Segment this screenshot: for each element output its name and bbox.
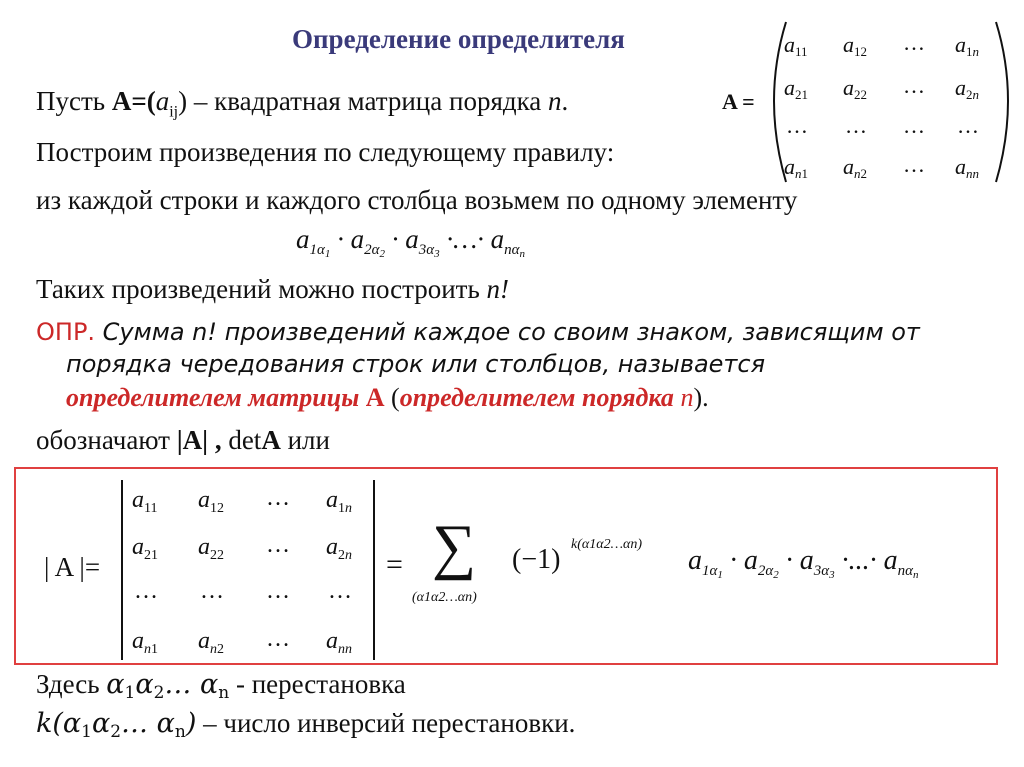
matrix-cell: … (903, 113, 925, 138)
line-build-products: Построим произведения по следующему правилу: (36, 137, 615, 167)
matrix-cell: … (903, 30, 925, 55)
definition-label: ОПР. (36, 318, 96, 346)
matrix-cell: … (786, 113, 808, 138)
product-formula: $a_{1\alpha_1} \cdot a_{2\alpha_2} \cdot a_{3\alpha_3}$ ·…· $a_{n\alpha_n}$ (296, 224, 526, 260)
line-denote: обозначают |A| , detA или (36, 425, 330, 455)
definition-line-3: определителем матрицы A (определителем порядка n). (66, 383, 709, 412)
matrix-cell: $a_{n1}$ (784, 154, 808, 181)
det-cell: … (266, 485, 290, 511)
inversion-math: $k(\alpha_1\alpha_2\dots$ $\alpha_n$) (36, 708, 197, 742)
matrix-cell: … (903, 73, 925, 98)
matrix-cell: … (845, 113, 867, 138)
det-lhs: | A |= (44, 552, 101, 582)
det-cell: … (266, 532, 290, 558)
matrix-cell: $a_{2n}$ (955, 75, 979, 102)
equals-sign: = (386, 548, 403, 581)
line-let-matrix: Пусть $A=(a_{ij})$ – квадратная матрица порядка n. (36, 86, 569, 121)
line-count-products: Таких произведений можно построить n! (36, 274, 510, 304)
det-cell: $a_{22}$ (198, 534, 224, 563)
det-cell: $a_{2n}$ (326, 534, 352, 563)
line-take-element: из каждой строки и каждого столбца возьмем по одному элементу (36, 185, 798, 215)
sign-exponent: k(α1α2…αn) (571, 537, 643, 552)
det-cell: … (266, 626, 290, 652)
det-cell: $a_{11}$ (132, 487, 158, 516)
det-cell: … (328, 578, 352, 604)
det-cell: … (134, 578, 158, 604)
matrix-cell: … (903, 152, 925, 177)
definition-line-2: порядка чередования строк или столбцов, называется (66, 350, 766, 378)
matrix-cell: $a_{1n}$ (955, 32, 979, 59)
definition-line-1: ОПР. Сумма n! произведений каждое со своим знаком, зависящим от (36, 318, 920, 346)
det-cell: $a_{nn}$ (326, 628, 352, 657)
matrix-cell: $a_{11}$ (784, 32, 808, 59)
det-cell: … (200, 578, 224, 604)
matrix-cell: $a_{nn}$ (955, 154, 979, 181)
det-cell: $a_{12}$ (198, 487, 224, 516)
sign-factor: (−1) (512, 544, 561, 575)
footer-inversions: $k(\alpha_1\alpha_2\dots$ $\alpha_n$) – число инверсий перестановки. (36, 708, 576, 742)
matrix-cell: $a_{n2}$ (843, 154, 867, 181)
det-cell: $a_{1n}$ (326, 487, 352, 516)
matrix-cell: $a_{22}$ (843, 75, 867, 102)
sigma-sign: ∑ (432, 513, 477, 581)
det-cell: $a_{21}$ (132, 534, 158, 563)
matrix-cell: $a_{21}$ (784, 75, 808, 102)
det-product: $a_{1\alpha_1} \cdot a_{2\alpha_2} \cdot a_{3\alpha_3}$ ·...· $a_{n\alpha_n}$ (688, 545, 919, 581)
footer-permutation: Здесь $\alpha_1\alpha_2\dots$ $\alpha_n$ - перестановка (36, 669, 406, 703)
det-cell: $a_{n2}$ (198, 628, 224, 657)
page-title: Определение определителя (292, 24, 625, 54)
det-cell: $a_{n1}$ (132, 628, 158, 657)
matrix-right-paren (996, 22, 1008, 182)
matrix-cell: … (957, 113, 979, 138)
sigma-subscript: (α1α2…αn) (412, 590, 477, 605)
det-cell: … (266, 578, 290, 604)
matrix-label: A = (722, 89, 755, 114)
permutation-math: $\alpha_1\alpha_2\dots$ $\alpha_n$ (106, 669, 230, 703)
matrix-cell: $a_{12}$ (843, 32, 867, 59)
